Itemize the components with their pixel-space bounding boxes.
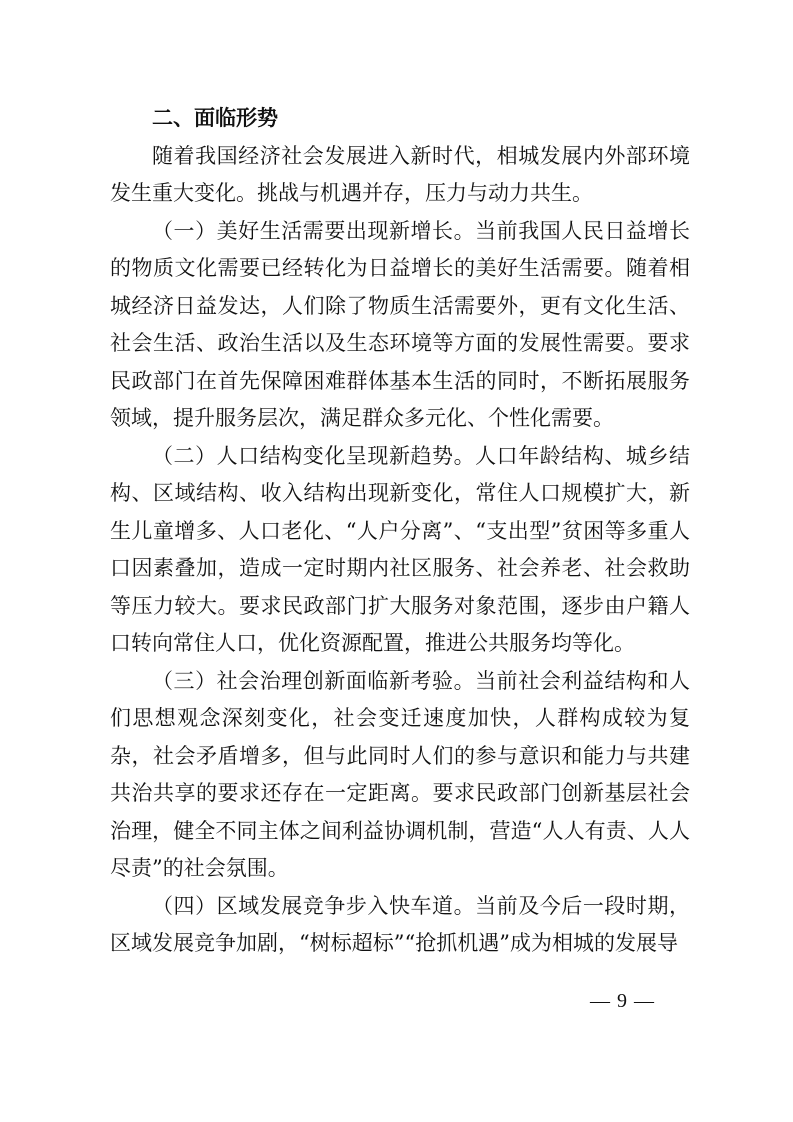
paragraph-text: 随着我国经济社会发展进入新时代，相城发展内外部环境发生重大变化。挑战与机遇并存，压力与动力共生。	[110, 143, 690, 205]
page-content	[110, 100, 690, 963]
paragraph-1	[110, 213, 690, 438]
paragraph-lead: （二）人口结构变化呈现新趋势。	[152, 443, 476, 468]
page-number: — 9 —	[590, 990, 655, 1012]
paragraph-lead: （一）美好生活需要出现新增长。	[152, 218, 476, 243]
paragraph-lead: （四）区域发展竞争步入快车道。	[152, 893, 476, 918]
paragraph-2	[110, 438, 690, 663]
section-heading: 二、面临形势	[152, 106, 278, 130]
paragraph-text: 当前我国人民日益增长的物质文化需要已经转化为日益增长的美好生活需要。随着相城经济日益发达，人们除了物质生活需要外，更有文化生活、社会生活、政治生活以及生态环境等方面的发展性需要。要求民政部门在首先保障困难群体基本生活的同时，不断拓展服务领域，提升服务层次，满足群众多元化、个性化需要。	[110, 218, 690, 430]
paragraph-text: 当前社会利益结构和人们思想观念深刻变化，社会变迁速度加快，人群构成较为复杂，社会矛盾增多，但与此同时人们的参与意识和能力与共建共治共享的要求还存在一定距离。要求民政部门创新基层社会治理，健全不同主体之间利益协调机制，营造“人人有责、人人尽责”的社会氛围。	[110, 668, 690, 880]
paragraph-text: 人口年龄结构、城乡结构、区域结构、收入结构出现新变化，常住人口规模扩大，新生儿童增多、人口老化、“人户分离”、“支出型”贫困等多重人口因素叠加，造成一定时期内社区服务、社会养老、社会救助等压力较大。要求民政部门扩大服务对象范围，逐步由户籍人口转向常住人口，优化资源配置，推进公共服务均等化。	[110, 443, 690, 655]
paragraph-4	[110, 888, 690, 963]
paragraph-intro	[110, 138, 690, 213]
paragraph-3	[110, 663, 690, 888]
paragraph-lead: （三）社会治理创新面临新考验。	[152, 668, 476, 693]
paragraph-text: 当前及今后一段时期，区域发展竞争加剧，“树标超标”“抢抓机遇”成为相城的发展导	[110, 893, 690, 955]
